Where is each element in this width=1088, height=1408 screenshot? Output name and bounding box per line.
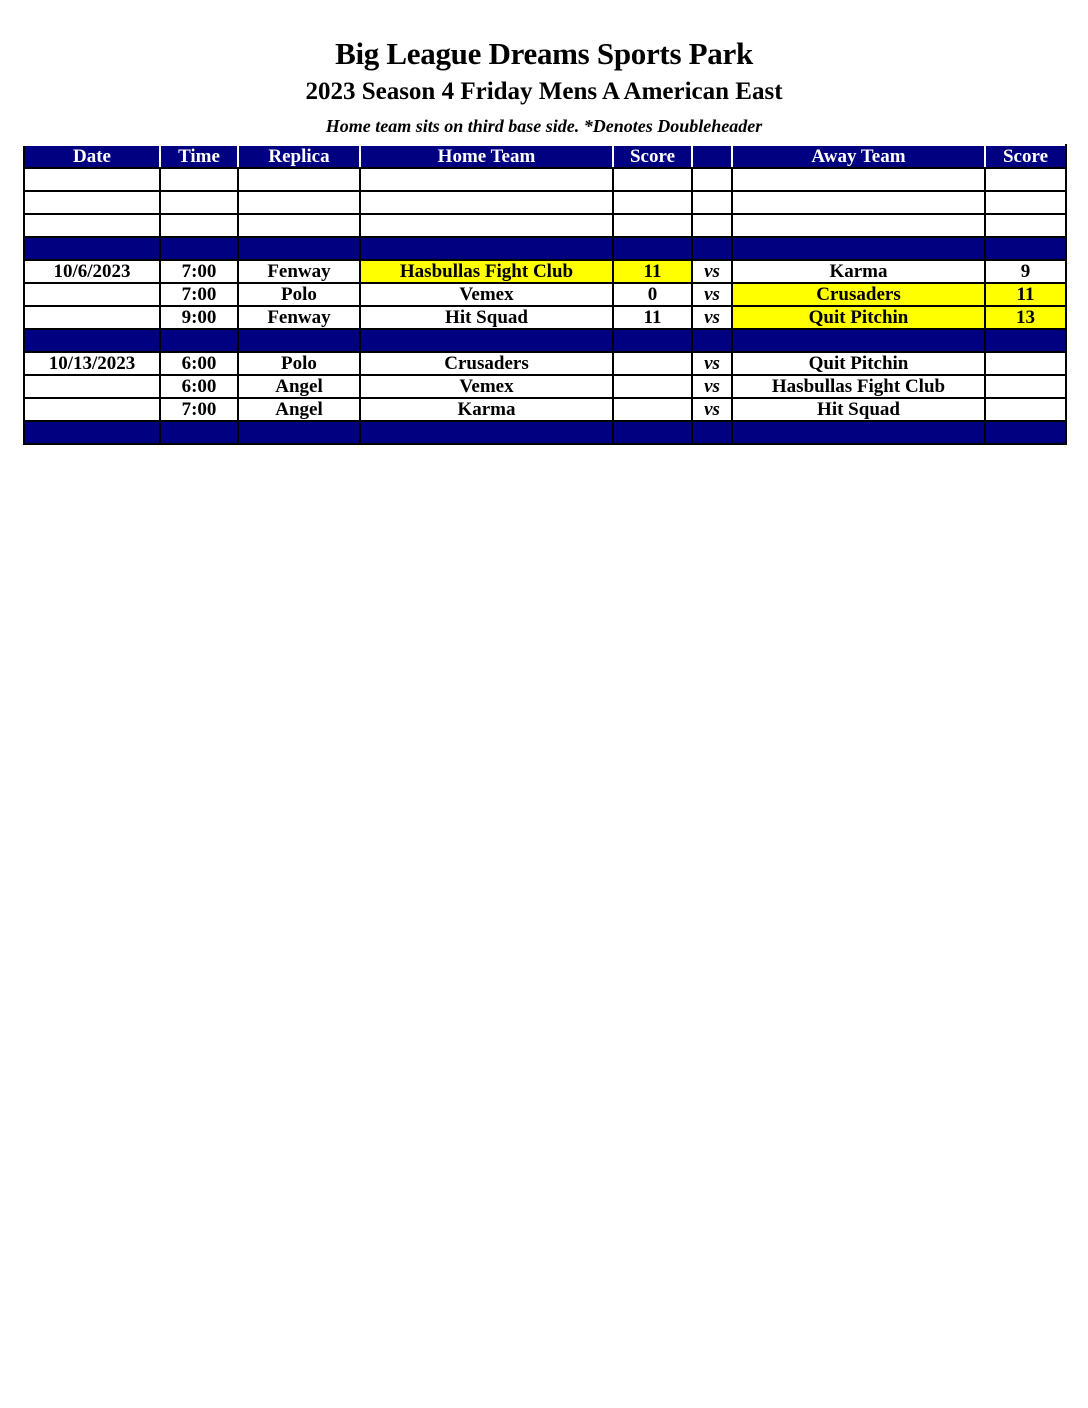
table-row bbox=[24, 306, 1066, 329]
home-score-cell bbox=[613, 237, 692, 260]
replica-cell: Angel bbox=[238, 398, 360, 421]
vs-cell: vs bbox=[692, 398, 732, 421]
replica-cell bbox=[238, 168, 360, 191]
away-score-cell bbox=[985, 352, 1066, 375]
time-cell bbox=[160, 168, 238, 191]
away-score-cell: 11 bbox=[985, 283, 1066, 306]
replica-cell: Angel bbox=[238, 375, 360, 398]
away-score-cell bbox=[985, 329, 1066, 352]
away-team-cell: Quit Pitchin bbox=[732, 306, 985, 329]
away-team-cell bbox=[732, 329, 985, 352]
vs-cell: vs bbox=[692, 352, 732, 375]
home-score-cell bbox=[613, 398, 692, 421]
schedule-table bbox=[23, 144, 1067, 445]
time-cell: 6:00 bbox=[160, 375, 238, 398]
away-score-cell bbox=[985, 237, 1066, 260]
away-team-cell bbox=[732, 168, 985, 191]
replica-cell bbox=[238, 214, 360, 237]
time-cell bbox=[160, 421, 238, 444]
replica-cell bbox=[238, 191, 360, 214]
vs-cell: vs bbox=[692, 283, 732, 306]
time-cell: 9:00 bbox=[160, 306, 238, 329]
away-score-cell bbox=[985, 375, 1066, 398]
vs-cell bbox=[692, 329, 732, 352]
home-score-cell bbox=[613, 191, 692, 214]
replica-cell: Polo bbox=[238, 283, 360, 306]
vs-cell bbox=[692, 191, 732, 214]
home-score-cell: 11 bbox=[613, 306, 692, 329]
date-cell bbox=[24, 191, 160, 214]
home-team-cell bbox=[360, 421, 613, 444]
away-score-cell bbox=[985, 421, 1066, 444]
home-team-cell: Vemex bbox=[360, 375, 613, 398]
replica-cell bbox=[238, 329, 360, 352]
col-header-time: Time bbox=[160, 145, 238, 168]
away-team-cell bbox=[732, 421, 985, 444]
schedule-body bbox=[24, 168, 1066, 444]
page-subtitle: 2023 Season 4 Friday Mens A American East bbox=[305, 78, 783, 105]
blank-row bbox=[24, 168, 1066, 191]
home-score-cell bbox=[613, 168, 692, 191]
table-row bbox=[24, 283, 1066, 306]
home-team-cell: Vemex bbox=[360, 283, 613, 306]
home-team-cell bbox=[360, 214, 613, 237]
date-cell bbox=[24, 398, 160, 421]
col-header-home-team: Home Team bbox=[360, 145, 613, 168]
away-team-cell: Quit Pitchin bbox=[732, 352, 985, 375]
col-header-date: Date bbox=[24, 145, 160, 168]
away-team-cell bbox=[732, 214, 985, 237]
date-cell bbox=[24, 214, 160, 237]
time-cell: 7:00 bbox=[160, 283, 238, 306]
time-cell bbox=[160, 214, 238, 237]
home-team-cell: Hit Squad bbox=[360, 306, 613, 329]
home-score-cell bbox=[613, 214, 692, 237]
away-score-cell bbox=[985, 398, 1066, 421]
time-cell bbox=[160, 329, 238, 352]
vs-cell bbox=[692, 168, 732, 191]
blank-row bbox=[24, 214, 1066, 237]
date-cell bbox=[24, 283, 160, 306]
table-row bbox=[24, 352, 1066, 375]
vs-cell bbox=[692, 421, 732, 444]
home-score-cell: 0 bbox=[613, 283, 692, 306]
home-team-cell bbox=[360, 191, 613, 214]
time-cell: 7:00 bbox=[160, 398, 238, 421]
home-team-cell: Hasbullas Fight Club bbox=[360, 260, 613, 283]
replica-cell bbox=[238, 421, 360, 444]
home-team-cell: Karma bbox=[360, 398, 613, 421]
home-score-cell bbox=[613, 352, 692, 375]
replica-cell: Fenway bbox=[238, 306, 360, 329]
away-score-cell bbox=[985, 191, 1066, 214]
table-header-row bbox=[24, 145, 1066, 168]
col-header-away-score: Score bbox=[985, 145, 1066, 168]
replica-cell: Fenway bbox=[238, 260, 360, 283]
date-cell bbox=[24, 421, 160, 444]
blank-row bbox=[24, 191, 1066, 214]
away-score-cell bbox=[985, 214, 1066, 237]
away-score-cell bbox=[985, 168, 1066, 191]
date-cell: 10/6/2023 bbox=[24, 260, 160, 283]
date-cell bbox=[24, 329, 160, 352]
table-row bbox=[24, 260, 1066, 283]
replica-cell: Polo bbox=[238, 352, 360, 375]
home-score-cell bbox=[613, 421, 692, 444]
col-header-vs bbox=[692, 145, 732, 168]
vs-cell bbox=[692, 214, 732, 237]
home-team-cell bbox=[360, 329, 613, 352]
home-team-cell bbox=[360, 168, 613, 191]
replica-cell bbox=[238, 237, 360, 260]
col-header-away-team: Away Team bbox=[732, 145, 985, 168]
vs-cell bbox=[692, 237, 732, 260]
table-row bbox=[24, 398, 1066, 421]
col-header-home-score: Score bbox=[613, 145, 692, 168]
time-cell bbox=[160, 237, 238, 260]
separator-band-row bbox=[24, 329, 1066, 352]
home-score-cell bbox=[613, 375, 692, 398]
page-title: Big League Dreams Sports Park bbox=[335, 36, 753, 71]
date-cell bbox=[24, 168, 160, 191]
col-header-replica: Replica bbox=[238, 145, 360, 168]
home-team-cell bbox=[360, 237, 613, 260]
date-cell bbox=[24, 375, 160, 398]
home-team-cell: Crusaders bbox=[360, 352, 613, 375]
date-cell bbox=[24, 237, 160, 260]
time-cell: 6:00 bbox=[160, 352, 238, 375]
date-cell: 10/13/2023 bbox=[24, 352, 160, 375]
time-cell bbox=[160, 191, 238, 214]
separator-band-row bbox=[24, 421, 1066, 444]
vs-cell: vs bbox=[692, 375, 732, 398]
separator-band-row bbox=[24, 237, 1066, 260]
away-score-cell: 9 bbox=[985, 260, 1066, 283]
vs-cell: vs bbox=[692, 260, 732, 283]
away-score-cell: 13 bbox=[985, 306, 1066, 329]
away-team-cell bbox=[732, 191, 985, 214]
away-team-cell: Crusaders bbox=[732, 283, 985, 306]
away-team-cell: Karma bbox=[732, 260, 985, 283]
home-score-cell bbox=[613, 329, 692, 352]
away-team-cell: Hit Squad bbox=[732, 398, 985, 421]
page-note: Home team sits on third base side. *Denotes Doubleheader bbox=[325, 116, 763, 136]
home-score-cell: 11 bbox=[613, 260, 692, 283]
vs-cell: vs bbox=[692, 306, 732, 329]
date-cell bbox=[24, 306, 160, 329]
away-team-cell bbox=[732, 237, 985, 260]
away-team-cell: Hasbullas Fight Club bbox=[732, 375, 985, 398]
table-row bbox=[24, 375, 1066, 398]
time-cell: 7:00 bbox=[160, 260, 238, 283]
